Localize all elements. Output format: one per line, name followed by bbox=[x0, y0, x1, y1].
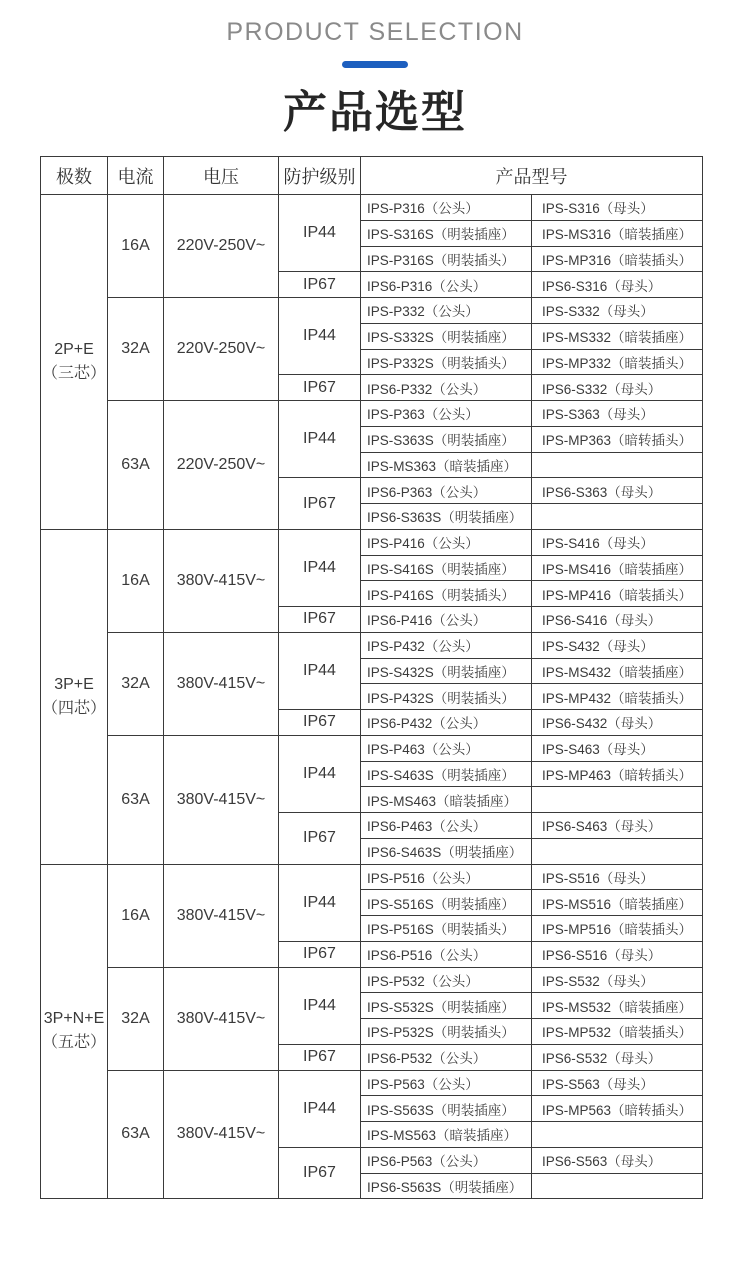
model-cell: IPS-S416S（明装插座） bbox=[361, 555, 532, 581]
model-cell: IPS-S432（母头） bbox=[532, 632, 703, 658]
col-header-protection: 防护级别 bbox=[279, 157, 361, 195]
model-cell: IPS-S563（母头） bbox=[532, 1070, 703, 1096]
model-cell: IPS-MS363（暗装插座） bbox=[361, 452, 532, 478]
model-cell: IPS6-P532（公头） bbox=[361, 1044, 532, 1070]
model-cell bbox=[532, 1173, 703, 1199]
model-cell: IPS6-S463S（明装插座） bbox=[361, 838, 532, 864]
model-cell bbox=[532, 1122, 703, 1148]
model-cell: IPS-MP416（暗装插头） bbox=[532, 581, 703, 607]
voltage-cell: 380V-415V~ bbox=[164, 1070, 279, 1199]
col-header-poles: 极数 bbox=[41, 157, 108, 195]
model-cell: IPS-S516（母头） bbox=[532, 864, 703, 890]
model-cell: IPS6-S316（母头） bbox=[532, 272, 703, 298]
protection-level-cell: IP67 bbox=[279, 1044, 361, 1070]
model-cell: IPS-S516S（明装插座） bbox=[361, 890, 532, 916]
model-cell: IPS-MS416（暗装插座） bbox=[532, 555, 703, 581]
model-cell: IPS-MP316（暗装插头） bbox=[532, 246, 703, 272]
model-cell: IPS-MS563（暗装插座） bbox=[361, 1122, 532, 1148]
current-cell: 16A bbox=[108, 195, 164, 298]
protection-level-cell: IP44 bbox=[279, 1070, 361, 1147]
model-cell: IPS6-S332（母头） bbox=[532, 375, 703, 401]
protection-level-cell: IP44 bbox=[279, 864, 361, 941]
protection-level-cell: IP44 bbox=[279, 401, 361, 478]
model-cell: IPS-MP332（暗装插头） bbox=[532, 349, 703, 375]
protection-level-cell: IP67 bbox=[279, 1147, 361, 1199]
model-cell: IPS-S416（母头） bbox=[532, 529, 703, 555]
model-cell: IPS6-S363S（明装插座） bbox=[361, 504, 532, 530]
model-cell: IPS-S563S（明装插座） bbox=[361, 1096, 532, 1122]
model-cell: IPS6-P363（公头） bbox=[361, 478, 532, 504]
model-cell: IPS-P332S（明装插头） bbox=[361, 349, 532, 375]
current-cell: 16A bbox=[108, 529, 164, 632]
protection-level-cell: IP67 bbox=[279, 272, 361, 298]
model-cell: IPS6-S463（母头） bbox=[532, 813, 703, 839]
model-cell: IPS-S532（母头） bbox=[532, 967, 703, 993]
voltage-cell: 380V-415V~ bbox=[164, 735, 279, 864]
model-cell: IPS-P463（公头） bbox=[361, 735, 532, 761]
current-cell: 32A bbox=[108, 632, 164, 735]
model-cell: IPS-S463S（明装插座） bbox=[361, 761, 532, 787]
model-cell: IPS6-P316（公头） bbox=[361, 272, 532, 298]
model-cell: IPS-MP432（暗装插头） bbox=[532, 684, 703, 710]
model-cell: IPS-MS463（暗装插座） bbox=[361, 787, 532, 813]
protection-level-cell: IP67 bbox=[279, 941, 361, 967]
voltage-cell: 380V-415V~ bbox=[164, 632, 279, 735]
protection-level-cell: IP44 bbox=[279, 967, 361, 1044]
model-cell: IPS-P432S（明装插头） bbox=[361, 684, 532, 710]
current-cell: 63A bbox=[108, 401, 164, 530]
table-header-row bbox=[41, 157, 703, 195]
protection-level-cell: IP44 bbox=[279, 298, 361, 375]
model-cell: IPS-S463（母头） bbox=[532, 735, 703, 761]
model-cell: IPS-S363S（明装插座） bbox=[361, 426, 532, 452]
voltage-cell: 220V-250V~ bbox=[164, 298, 279, 401]
model-cell: IPS-P363（公头） bbox=[361, 401, 532, 427]
model-cell: IPS-S332（母头） bbox=[532, 298, 703, 324]
model-cell: IPS-P516（公头） bbox=[361, 864, 532, 890]
model-cell: IPS6-S563S（明装插座） bbox=[361, 1173, 532, 1199]
table-body bbox=[41, 195, 703, 1199]
model-cell: IPS6-P432（公头） bbox=[361, 710, 532, 736]
pole-type-label: 3P+E bbox=[54, 675, 94, 693]
col-header-model: 产品型号 bbox=[361, 157, 703, 195]
model-cell: IPS-S332S（明装插座） bbox=[361, 323, 532, 349]
model-cell: IPS-S432S（明装插座） bbox=[361, 658, 532, 684]
pole-type-label: 2P+E bbox=[54, 340, 94, 358]
model-cell bbox=[532, 452, 703, 478]
model-cell: IPS-P516S（明装插头） bbox=[361, 916, 532, 942]
table-row bbox=[41, 195, 703, 221]
model-cell: IPS-S532S（明装插座） bbox=[361, 993, 532, 1019]
col-header-voltage: 电压 bbox=[164, 157, 279, 195]
col-header-current: 电流 bbox=[108, 157, 164, 195]
pole-type-label: 3P+N+E bbox=[43, 1010, 105, 1028]
page-title: 产品选型 bbox=[283, 88, 467, 137]
model-cell: IPS-P532S（明装插头） bbox=[361, 1019, 532, 1045]
model-cell: IPS-P532（公头） bbox=[361, 967, 532, 993]
accent-bar bbox=[342, 61, 408, 68]
model-cell: IPS-MP516（暗装插头） bbox=[532, 916, 703, 942]
model-cell: IPS6-S516（母头） bbox=[532, 941, 703, 967]
protection-level-cell: IP67 bbox=[279, 710, 361, 736]
table-row bbox=[41, 967, 703, 993]
model-cell: IPS-MS432（暗装插座） bbox=[532, 658, 703, 684]
model-cell: IPS-MS516（暗装插座） bbox=[532, 890, 703, 916]
current-cell: 32A bbox=[108, 298, 164, 401]
pole-core-count: （四芯） bbox=[41, 699, 106, 717]
protection-level-cell: IP44 bbox=[279, 529, 361, 606]
voltage-cell: 380V-415V~ bbox=[164, 864, 279, 967]
model-cell: IPS-MP532（暗装插头） bbox=[532, 1019, 703, 1045]
model-cell bbox=[532, 504, 703, 530]
protection-level-cell: IP67 bbox=[279, 607, 361, 633]
voltage-cell: 220V-250V~ bbox=[164, 401, 279, 530]
current-cell: 32A bbox=[108, 967, 164, 1070]
table-row bbox=[41, 529, 703, 555]
model-cell: IPS-MS316（暗装插座） bbox=[532, 220, 703, 246]
model-cell: IPS-P563（公头） bbox=[361, 1070, 532, 1096]
table-row bbox=[41, 401, 703, 427]
model-cell: IPS-P416S（明装插头） bbox=[361, 581, 532, 607]
pole-type-cell bbox=[41, 529, 108, 864]
model-cell: IPS6-S432（母头） bbox=[532, 710, 703, 736]
protection-level-cell: IP67 bbox=[279, 478, 361, 530]
model-cell: IPS6-P332（公头） bbox=[361, 375, 532, 401]
table-row bbox=[41, 298, 703, 324]
model-cell: IPS-P316（公头） bbox=[361, 195, 532, 221]
model-cell: IPS6-P563（公头） bbox=[361, 1147, 532, 1173]
protection-level-cell: IP67 bbox=[279, 375, 361, 401]
model-cell: IPS6-S416（母头） bbox=[532, 607, 703, 633]
model-cell: IPS-P316S（明装插头） bbox=[361, 246, 532, 272]
pole-core-count: （五芯） bbox=[41, 1034, 106, 1052]
model-cell: IPS-MP463（暗转插头） bbox=[532, 761, 703, 787]
pole-core-count: （三芯） bbox=[41, 364, 106, 382]
model-cell: IPS6-P416（公头） bbox=[361, 607, 532, 633]
voltage-cell: 220V-250V~ bbox=[164, 195, 279, 298]
model-cell: IPS-P432（公头） bbox=[361, 632, 532, 658]
model-cell: IPS-MS332（暗装插座） bbox=[532, 323, 703, 349]
current-cell: 16A bbox=[108, 864, 164, 967]
table-row bbox=[41, 632, 703, 658]
model-cell: IPS6-S532（母头） bbox=[532, 1044, 703, 1070]
model-cell: IPS-P332（公头） bbox=[361, 298, 532, 324]
protection-level-cell: IP44 bbox=[279, 632, 361, 709]
table-row bbox=[41, 864, 703, 890]
model-cell: IPS6-P463（公头） bbox=[361, 813, 532, 839]
model-cell: IPS-S363（母头） bbox=[532, 401, 703, 427]
model-cell: IPS6-P516（公头） bbox=[361, 941, 532, 967]
model-cell: IPS-MS532（暗装插座） bbox=[532, 993, 703, 1019]
model-cell: IPS-P416（公头） bbox=[361, 529, 532, 555]
model-cell: IPS-S316（母头） bbox=[532, 195, 703, 221]
model-cell: IPS6-S563（母头） bbox=[532, 1147, 703, 1173]
model-cell: IPS-MP563（暗转插头） bbox=[532, 1096, 703, 1122]
pole-type-cell bbox=[41, 864, 108, 1199]
model-cell bbox=[532, 838, 703, 864]
protection-level-cell: IP67 bbox=[279, 813, 361, 865]
pole-type-cell bbox=[41, 195, 108, 530]
product-selection-table bbox=[40, 156, 703, 1199]
section-subtitle: PRODUCT SELECTION bbox=[226, 18, 524, 46]
model-cell bbox=[532, 787, 703, 813]
current-cell: 63A bbox=[108, 1070, 164, 1199]
protection-level-cell: IP44 bbox=[279, 735, 361, 812]
voltage-cell: 380V-415V~ bbox=[164, 529, 279, 632]
table-row bbox=[41, 735, 703, 761]
voltage-cell: 380V-415V~ bbox=[164, 967, 279, 1070]
model-cell: IPS6-S363（母头） bbox=[532, 478, 703, 504]
table-row bbox=[41, 1070, 703, 1096]
model-cell: IPS-S316S（明装插座） bbox=[361, 220, 532, 246]
model-cell: IPS-MP363（暗转插头） bbox=[532, 426, 703, 452]
protection-level-cell: IP44 bbox=[279, 195, 361, 272]
current-cell: 63A bbox=[108, 735, 164, 864]
